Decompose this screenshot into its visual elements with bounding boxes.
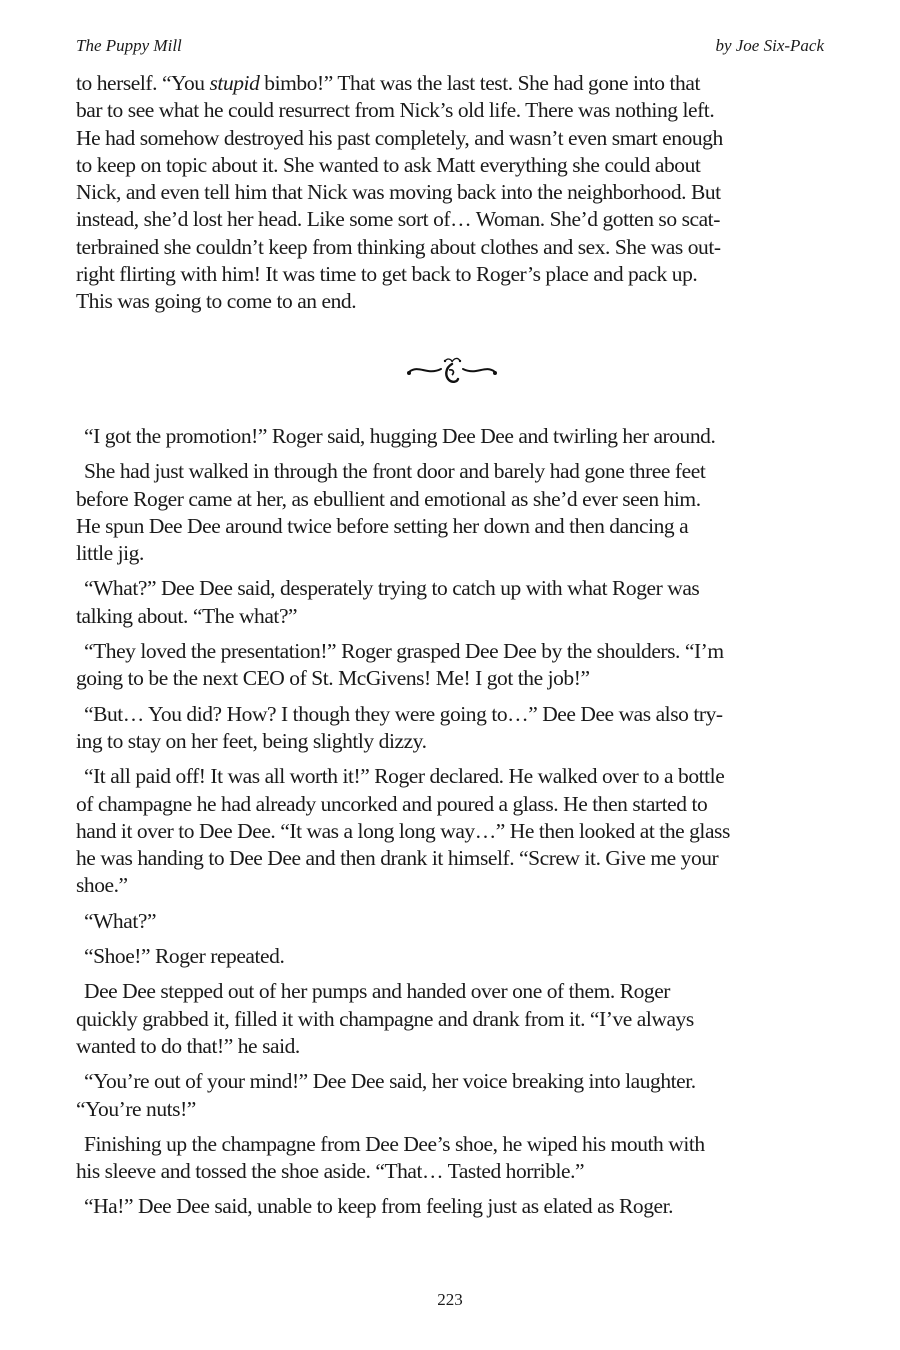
text-line: talking about. “The what?” (76, 603, 298, 628)
running-header (76, 36, 824, 60)
text-line: right flirting with him! It was time to get back to Roger’s place and pack up. (76, 262, 698, 287)
text-line: “What?” (84, 908, 157, 933)
text-line: bar to see what he could resurrect from Nick’s old life. There was nothing left. (76, 98, 715, 123)
section-2-text (76, 423, 846, 1229)
paragraph (76, 638, 846, 693)
text-line: He had somehow destroyed his past completely, and wasn’t even smart enough (76, 125, 723, 150)
text-line: terbrained she couldn’t keep from thinking about clothes and sex. She was out- (76, 234, 721, 259)
text-line: “But… You did? How? I though they were going to…” Dee Dee was also try- (84, 701, 723, 726)
text-line: “They loved the presentation!” Roger grasped Dee Dee by the shoulders. “I’m (84, 639, 724, 664)
text-span: bimbo!” That was the last test. She had gone into that (259, 71, 700, 95)
paragraph (76, 978, 846, 1060)
text-span: to herself. “You (76, 71, 210, 95)
author-name: by Joe Six-Pack (715, 36, 824, 55)
text-line: quickly grabbed it, filled it with champagne and drank from it. “I’ve always (76, 1006, 694, 1031)
text-line: “What?” Dee Dee said, desperately trying to catch up with what Roger was (84, 576, 700, 601)
page-number: 223 (437, 1290, 463, 1309)
text-line: little jig. (76, 541, 144, 566)
text-line (76, 70, 836, 97)
text-line: Finishing up the champagne from Dee Dee’s shoe, he wiped his mouth with (84, 1131, 705, 1156)
text-line: going to be the next CEO of St. McGivens! Me! I got the job!” (76, 666, 590, 691)
paragraph (76, 1068, 846, 1123)
paragraph (76, 423, 846, 450)
text-line: hand it over to Dee Dee. “It was a long long way…” He then looked at the glass (76, 818, 730, 843)
text-line: of champagne he had already uncorked and poured a glass. He then started to (76, 791, 708, 816)
fleuron-divider-icon (405, 352, 499, 388)
paragraph (76, 1193, 846, 1220)
text-line: He spun Dee Dee around twice before setting her down and then dancing a (76, 513, 689, 538)
book-title: The Puppy Mill (76, 36, 182, 55)
text-line: “You’re out of your mind!” Dee Dee said, her voice breaking into laughter. (84, 1069, 696, 1094)
text-line: “Shoe!” Roger repeated. (84, 944, 285, 969)
text-line: Dee Dee stepped out of her pumps and handed over one of them. Roger (84, 979, 670, 1004)
text-line: wanted to do that!” he said. (76, 1033, 300, 1058)
text-line: his sleeve and tossed the shoe aside. “That… Tasted horrible.” (76, 1159, 585, 1184)
text-line: “You’re nuts!” (76, 1096, 196, 1121)
paragraph (76, 575, 846, 630)
text-line: She had just walked in through the front door and barely had gone three feet (84, 459, 706, 484)
text-line: instead, she’d lost her head. Like some sort of… Woman. She’d gotten so scat- (76, 207, 720, 232)
text-line: to keep on topic about it. She wanted to ask Matt everything she could about (76, 152, 701, 177)
paragraph (76, 70, 836, 316)
text-line: before Roger came at her, as ebullient and emotional as she’d ever seen him. (76, 486, 701, 511)
paragraph (76, 908, 846, 935)
paragraph (76, 458, 846, 567)
text-line: he was handing to Dee Dee and then drank it himself. “Screw it. Give me your (76, 846, 719, 871)
text-line: Nick, and even tell him that Nick was moving back into the neighborhood. But (76, 180, 721, 205)
text-line: This was going to come to an end. (76, 289, 357, 314)
paragraph (76, 763, 846, 899)
text-line: “I got the promotion!” Roger said, hugging Dee Dee and twirling her around. (84, 424, 716, 448)
text-line: ing to stay on her feet, being slightly dizzy. (76, 728, 427, 753)
text-line: “Ha!” Dee Dee said, unable to keep from feeling just as elated as Roger. (84, 1194, 674, 1219)
paragraph (76, 1131, 846, 1186)
text-line: “It all paid off! It was all worth it!” Roger declared. He walked over to a bottle (84, 764, 725, 789)
emphasis-text: stupid (209, 71, 260, 95)
paragraph (76, 701, 846, 756)
text-line: shoe.” (76, 873, 128, 898)
paragraph (76, 943, 846, 970)
section-1-text (76, 70, 836, 324)
